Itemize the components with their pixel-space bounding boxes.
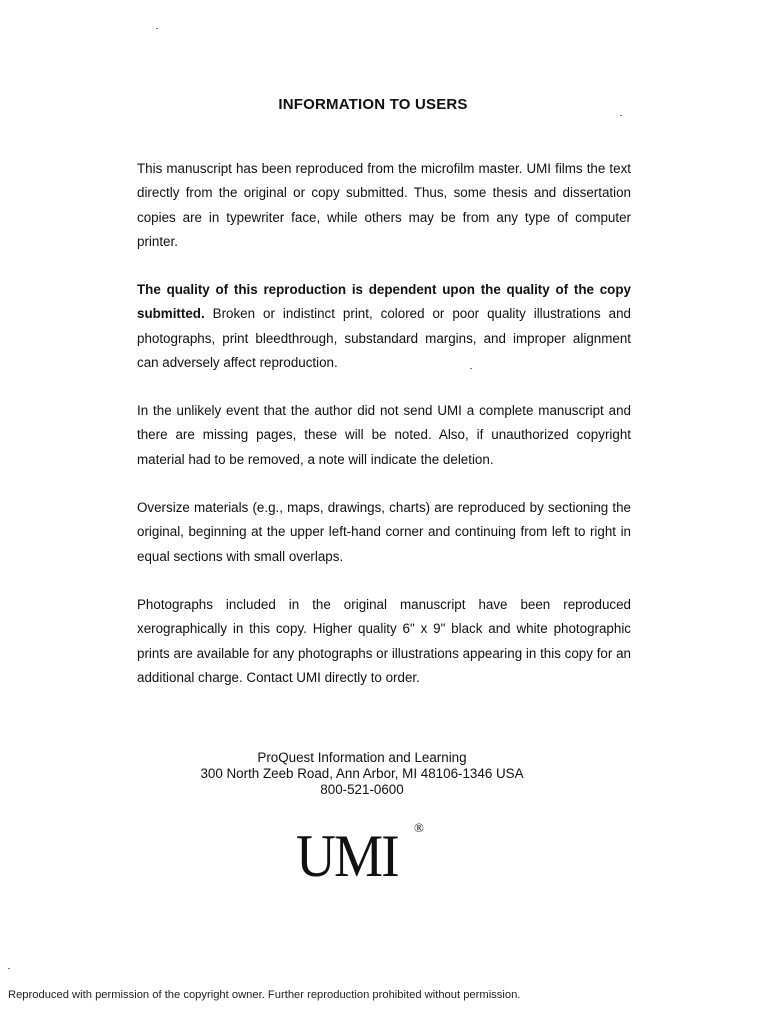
- publisher-name: ProQuest Information and Learning: [257, 750, 467, 765]
- paragraph-missing-pages: In the unlikely event that the author did not send UMI a complete manuscript and there are missing pages, these will be noted. Also, if unauthorized copyright material had to be removed, a note will indicate the deletion.: [137, 403, 631, 467]
- scan-speck: [8, 968, 10, 969]
- quality-notice-text: Broken or indistinct print, colored or poor quality illustrations and photographs, print bleedthrough, substandard margins, and improper alignment can adversely affect reproduction.: [137, 306, 631, 371]
- paragraph-photographs: Photographs included in the original manuscript have been reproduced xerographically in this copy. Higher quality 6" x 9" black and white photographic prints are available for any photographs or illustrations appearing in this copy for an additional charge. Contact UMI directly to order.: [137, 597, 631, 686]
- publisher-phone: 800-521-0600: [320, 782, 404, 797]
- quality-notice-bold: The quality of this reproduction is dependent upon the quality of the copy submitted.: [137, 282, 631, 322]
- umi-logo-text: UMI: [296, 823, 398, 889]
- scan-speck: [156, 28, 158, 29]
- copyright-footer: Reproduced with permission of the copyright owner. Further reproduction prohibited without permission.: [8, 989, 521, 1001]
- page-title: INFORMATION TO USERS: [278, 96, 468, 113]
- paragraph-quality-notice: [137, 278, 631, 376]
- paragraph-oversize-materials: Oversize materials (e.g., maps, drawings, charts) are reproduced by sectioning the original, beginning at the upper left-hand corner and continuing from left to right in equal sections with small overlaps.: [137, 500, 631, 564]
- publisher-street: 300 North Zeeb Road, Ann Arbor, MI 48106-1346 USA: [200, 766, 524, 781]
- registered-mark-icon: ®: [414, 820, 424, 835]
- umi-logo: [296, 818, 436, 894]
- publisher-address: [0, 750, 724, 798]
- scan-speck: [620, 115, 622, 116]
- paragraph-reproduction-source: This manuscript has been reproduced from the microfilm master. UMI films the text directly from the original or copy submitted. Thus, some thesis and dissertation copies are in typewriter face, while others may be from any type of computer printer.: [137, 161, 631, 250]
